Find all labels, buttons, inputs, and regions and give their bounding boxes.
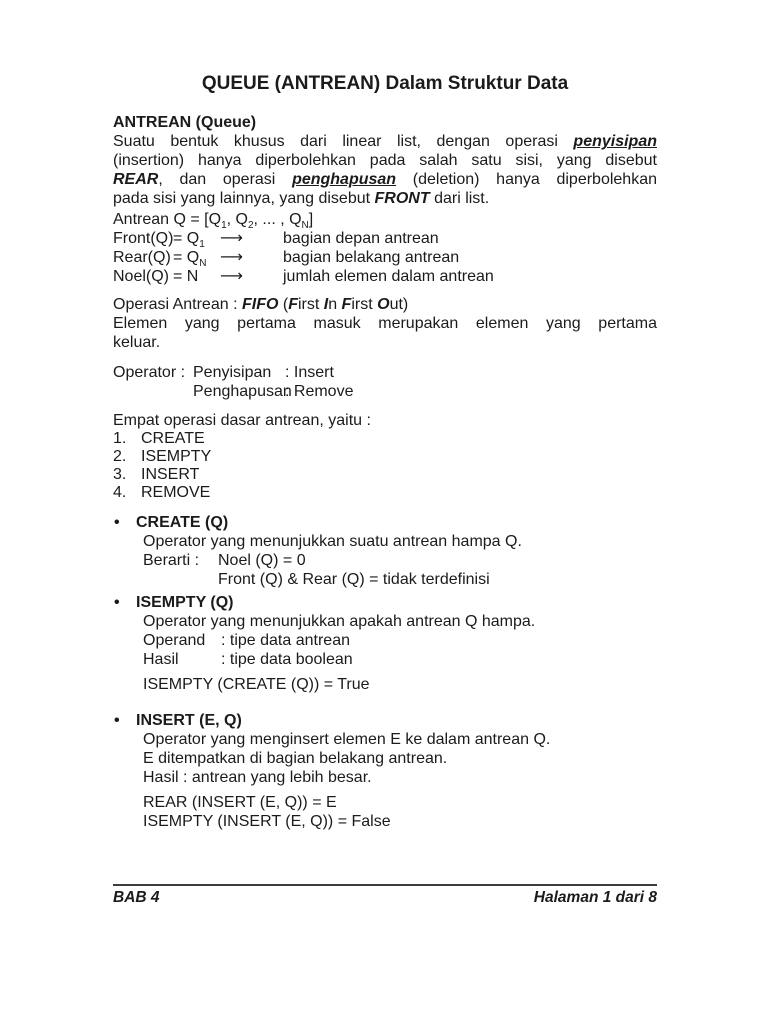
qdef-desc: jumlah elemen dalam antrean — [283, 268, 494, 285]
qdef-label: Noel(Q) — [113, 268, 170, 285]
operator-value: : Remove — [285, 383, 354, 400]
list-item-insert — [113, 466, 657, 484]
insert-result-1: REAR (INSERT (E, Q)) = E — [143, 794, 337, 811]
antrean-line-1: Suatu bentuk khusus dari linear list, dengan operasi penyisipan — [113, 133, 657, 150]
page-title: QUEUE (ANTREAN) Dalam Struktur Data — [201, 73, 569, 94]
insert-result-2: ISEMPTY (INSERT (E, Q)) = False — [143, 813, 391, 830]
list-item-isempty — [113, 448, 657, 466]
operator-label — [113, 382, 193, 401]
operator-row-1 — [113, 363, 657, 382]
antrean-line-4: pada sisi yang lainnya, yang disebut FRONT dari list. — [113, 190, 490, 207]
section-fifo — [113, 295, 657, 352]
list-number: 1. — [113, 430, 127, 447]
bullet-create — [113, 513, 657, 589]
bullet-insert-heading-row — [113, 711, 657, 730]
qdef-desc: bagian depan antrean — [283, 230, 439, 247]
section-empat-operasi — [113, 411, 657, 502]
list-item-create — [113, 430, 657, 448]
isempty-operand-row — [143, 631, 657, 650]
section-antrean — [113, 113, 657, 208]
berarti-value: Front (Q) & Rear (Q) = tidak terdefinisi — [218, 571, 490, 588]
list-label: ISEMPTY — [141, 448, 212, 465]
empat-intro: Empat operasi dasar antrean, yaitu : — [113, 412, 371, 429]
qdef-value: = $Q_N$ — [173, 249, 207, 270]
insert-line-1: Operator yang menginsert elemen E ke dalam antrean Q. — [143, 731, 551, 748]
list-label: REMOVE — [141, 484, 211, 501]
fifo-line-1: Operasi Antrean : FIFO (First In First Out) — [113, 296, 409, 313]
bullet-heading: ISEMPTY (Q) — [136, 594, 234, 611]
create-berarti-row-2 — [143, 570, 657, 589]
bullet-create-body — [143, 532, 657, 589]
qdef-row-front — [113, 229, 657, 251]
qdef-value: = $Q_1$ — [173, 230, 205, 251]
insert-line-3: Hasil : antrean yang lebih besar. — [143, 769, 372, 786]
footer-chapter: BAB 4 — [113, 889, 160, 906]
insert-line-2: E ditempatkan di bagian belakang antrean. — [143, 750, 448, 767]
antrean-heading: ANTREAN (Queue) — [113, 114, 257, 131]
bullet-insert — [113, 711, 657, 831]
fifo-line-2: Elemen yang pertama masuk merupakan elemen yang pertama — [113, 315, 657, 332]
bullet-isempty — [113, 593, 657, 694]
qdef-desc: bagian belakang antrean — [283, 249, 460, 266]
operator-label: Operator : — [113, 364, 186, 381]
qdef-label: Front(Q) — [113, 230, 174, 247]
bullet-icon: • — [114, 594, 120, 611]
bullet-heading: INSERT (E, Q) — [136, 712, 242, 729]
isempty-row-label: Hasil — [143, 651, 179, 668]
arrow-right-icon: ⟶ — [220, 249, 243, 266]
qdef-intro: Antrean $Q = [Q_1$, $Q_2$, ... , $Q_N$] — [113, 211, 314, 232]
qdef-row-noel — [113, 267, 657, 286]
section-operator — [113, 363, 657, 401]
arrow-right-icon: ⟶ — [220, 230, 243, 247]
list-number: 4. — [113, 484, 127, 501]
list-number: 3. — [113, 466, 127, 483]
bullet-insert-body — [143, 730, 657, 831]
list-label: CREATE — [141, 430, 205, 447]
isempty-hasil-row — [143, 650, 657, 669]
isempty-line-1: Operator yang menunjukkan apakah antrean Q hampa. — [143, 613, 536, 630]
create-berarti-row-1 — [143, 551, 657, 570]
operator-name: Penyisipan — [193, 364, 272, 381]
isempty-row-value: : tipe data antrean — [221, 632, 350, 649]
section-qdef — [113, 210, 657, 286]
qdef-value: = N — [173, 268, 199, 285]
list-item-remove — [113, 484, 657, 502]
footer-page-number: Halaman 1 dari 8 — [533, 889, 657, 906]
qdef-row-rear — [113, 248, 657, 270]
antrean-line-3: REAR, dan operasi penghapusan (deletion) hanya diperbolehkan — [113, 171, 657, 188]
bullet-icon: • — [114, 712, 120, 729]
document-content — [113, 74, 657, 831]
operator-value: : Insert — [285, 364, 334, 381]
qdef-label: Rear(Q) — [113, 249, 171, 266]
create-line-1: Operator yang menunjukkan suatu antrean hampa Q. — [143, 533, 522, 550]
bullet-isempty-heading-row — [113, 593, 657, 612]
antrean-line-2: (insertion) hanya diperbolehkan pada salah satu sisi, yang disebut — [113, 152, 657, 169]
bullet-create-heading-row — [113, 513, 657, 532]
berarti-label-spacer — [143, 570, 218, 589]
page-footer — [113, 884, 657, 907]
isempty-row-value: : tipe data boolean — [221, 651, 353, 668]
list-number: 2. — [113, 448, 127, 465]
fifo-line-3: keluar. — [113, 334, 161, 351]
operator-row-2 — [113, 382, 657, 401]
isempty-row-label: Operand — [143, 632, 206, 649]
list-label: INSERT — [141, 466, 200, 483]
berarti-label: Berarti : — [143, 552, 200, 569]
bullet-icon: • — [114, 514, 120, 531]
isempty-result: ISEMPTY (CREATE (Q)) = True — [143, 676, 370, 693]
berarti-value: Noel (Q) = 0 — [218, 552, 306, 569]
bullet-heading: CREATE (Q) — [136, 514, 229, 531]
arrow-right-icon: ⟶ — [220, 268, 243, 285]
bullet-isempty-body — [143, 612, 657, 694]
operator-name: Penghapusan — [193, 383, 292, 400]
